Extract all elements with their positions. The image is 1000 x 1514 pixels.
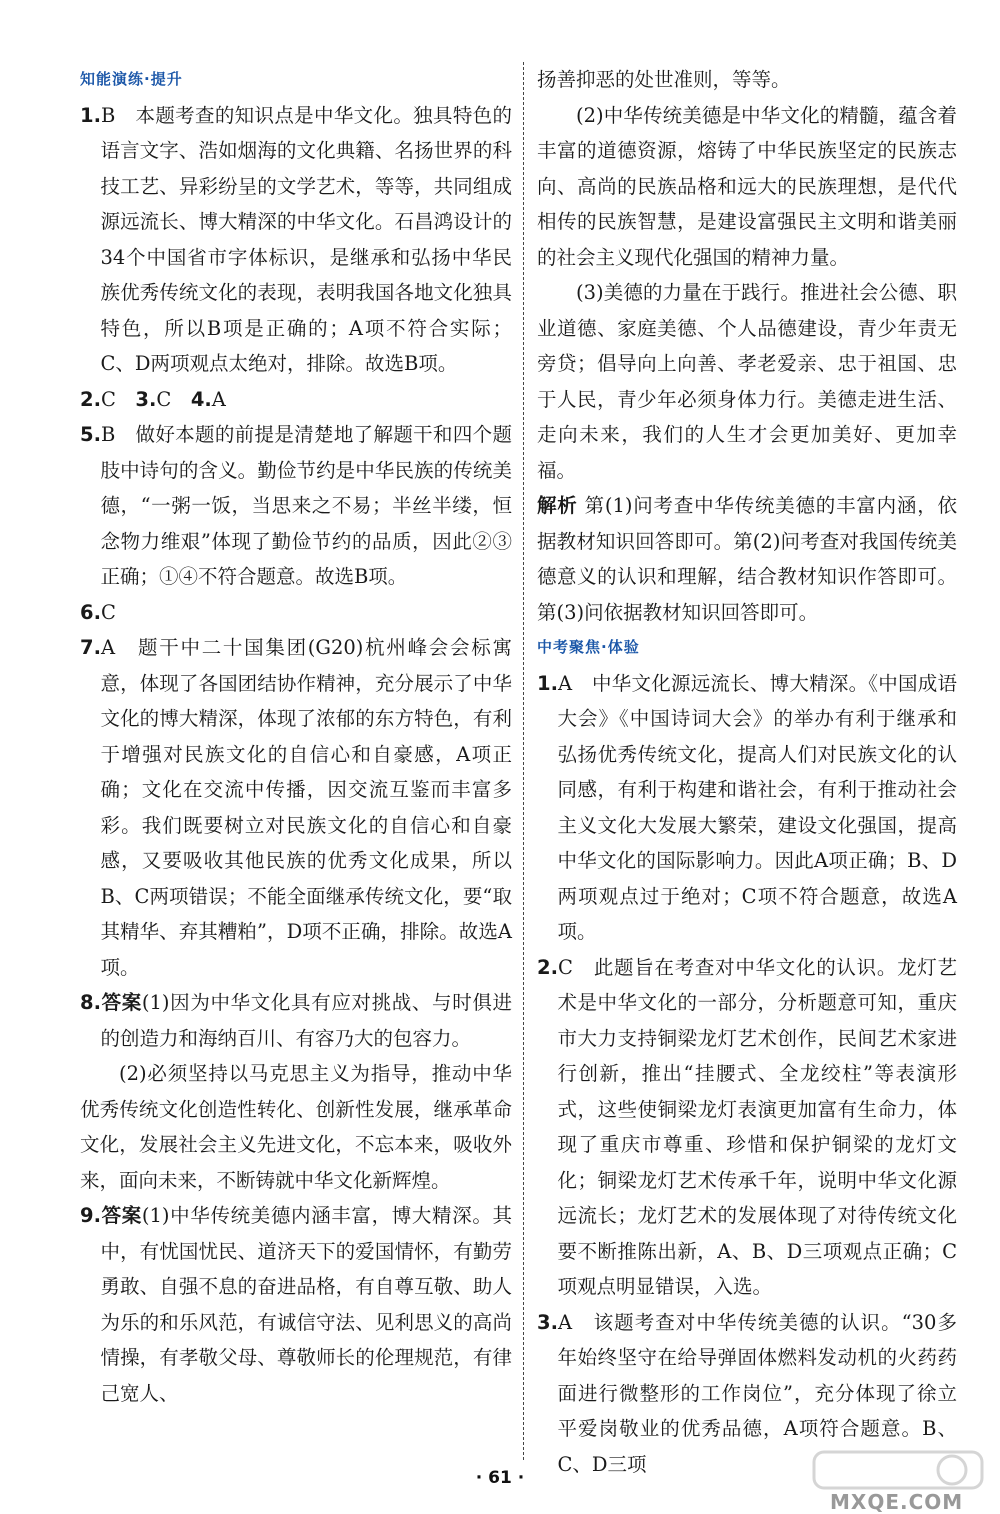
analysis-text: 第(1)问考查中华传统美德的丰富内涵，依据教材知识回答即可。第(2)问考查对我国传统美德意义的认识和理解，结合教材知识作答即可。第(3)问依据教材知识回答即可。 — [537, 494, 957, 624]
item-number: 4. — [190, 387, 212, 411]
item-number: 2. — [537, 955, 558, 979]
item-text: C — [100, 600, 116, 624]
item-number: 5. — [80, 423, 101, 446]
item-text: C 此题旨在考查对中华文化的认识。龙灯艺术是中华文化的一部分，分析题意可知，重庆市大力支持铜梁龙灯艺术创作，民间艺术家进行创新，推出“挂腰式、全龙绞柱”等表演形式，这些使铜梁龙灯表演更加富有生命力，体现了重庆市尊重、珍惜和保护铜梁的龙灯文化；铜梁龙灯艺术传承千年，说明中华文化源远流长；龙灯艺术的发展体现了对待传统文化要不断推陈出新，A、B、D三项观点正确；C项观点明显错误，入选。 — [557, 955, 957, 1298]
analysis-label: 解析 — [537, 494, 578, 517]
item-text: A 中华文化源远流长、博大精深。《中国成语大会》《中国诗词大会》的举办有利于继承和弘扬优秀传统文化，提高人们对民族文化的认同感，有利于构建和谐社会，有利于推动社会主义文化大发展大繁荣，建设文化强国，提高中华文化的国际影响力。因此A项正确；B、D两项观点过于绝对；C项不符合题意，故选A项。 — [557, 671, 957, 943]
exam-item-1 — [537, 666, 957, 950]
item-text: C — [100, 387, 136, 411]
answer-item-1 — [80, 98, 512, 382]
analysis-paragraph — [537, 488, 957, 630]
answer-item-7 — [80, 630, 512, 985]
item-text: C — [156, 387, 191, 411]
item-text: B 本题考查的知识点是中华文化。独具特色的语言文字、浩如烟海的文化典籍、名扬世界的科技工艺、异彩纷呈的文学艺术，等等，共同组成源远流长、博大精深的中华文化。石昌鸿设计的34个中国省市字体标识，是继承和弘扬中华民族优秀传统文化的表现，表明我国各地文化独具特色，所以B项是正确的；A项不符合实际；C、D两项观点太绝对，排除。故选B项。 — [100, 103, 512, 375]
item-text: A 题干中二十国集团(G20)杭州峰会会标寓意，体现了各国团结协作精神，充分展示了中华文化的博大精深，体现了浓郁的东方特色，有利于增强对民族文化的自信心和自豪感，A项正确；文化在交流中传播，因交流互鉴而丰富多彩。我们既要树立对民族文化的自信心和自豪感，又要吸收其他民族的优秀文化成果，所以B、C两项错误；不能全面继承传统文化，要“取其精华、弃其糟粕”，D项不正确，排除。故选A项。 — [100, 636, 512, 979]
answer-label: 答案 — [100, 991, 142, 1014]
answer-paragraph: (2)中华传统美德是中华文化的精髓，蕴含着丰富的道德资源，熔铸了中华民族坚定的民族志向、高尚的民族品格和远大的民族理想，是代代相传的民族智慧，是建设富强民主文明和谐美丽的社会主义现代化强国的精神力量。 — [537, 103, 957, 269]
answer-item-8 — [80, 985, 512, 1056]
answer-item-9 — [80, 1198, 512, 1411]
answer-label: 答案 — [100, 1204, 142, 1227]
item-text: (1)中华传统美德内涵丰富，博大精深。其中，有忧国忧民、道济天下的爱国情怀，有勤劳勇敢、自强不息的奋进品格，有自尊互敬、助人为乐的和乐风范，有诚信守法、见利思义的高尚情操，有孝敬父母、尊敬师长的伦理规范，有律己宽人、 — [100, 1204, 512, 1405]
item-number: 6. — [80, 600, 101, 624]
section-title-exam: 中考聚焦·体验 — [537, 638, 640, 656]
exam-item-2 — [537, 950, 957, 1305]
answer-item-2-4 — [80, 382, 512, 418]
answer-paragraph: (3)美德的力量在于践行。推进社会公德、职业道德、家庭美德、个人品德建设，青少年责无旁贷；倡导向上向善、孝老爱亲、忠于祖国、忠于人民，青少年必须身体力行。美德走进生活、走向未来，我们的人生才会更加美好、更加幸福。 — [537, 281, 957, 482]
answer-item-6 — [80, 595, 512, 631]
section-title-practice: 知能演练·提升 — [80, 70, 183, 88]
item-number: 7. — [80, 636, 101, 659]
right-column — [537, 62, 957, 1482]
item-number: 1. — [537, 671, 558, 695]
continued-text: 扬善抑恶的处世准则，等等。 — [537, 68, 791, 91]
item-number: 8. — [80, 991, 101, 1014]
item-text: B 做好本题的前提是清楚地了解题干和四个题肢中诗句的含义。勤俭节约是中华民族的传统美德，“一粥一饭，当思来之不易；半丝半缕，恒念物力维艰”体现了勤俭节约的品质，因此②③正确；①④不符合题意。故选B项。 — [100, 423, 512, 588]
left-column — [80, 62, 512, 1411]
watermark-site: MXQE.COM — [830, 1490, 964, 1514]
item-number: 2. — [80, 387, 101, 411]
item-number: 1. — [80, 103, 101, 127]
item-number: 3. — [537, 1310, 558, 1334]
answer-paragraph: (2)必须坚持以马克思主义为指导，推动中华优秀传统文化创造性转化、创新性发展，继承革命文化，发展社会主义先进文化，不忘本来，吸收外来，面向未来，不断铸就中华文化新辉煌。 — [80, 1062, 512, 1192]
page-number: · 61 · — [475, 1468, 525, 1488]
column-divider — [523, 62, 524, 1460]
item-text: (1)因为中华文化具有应对挑战、与时俱进的创造力和海纳百川、有容乃大的包容力。 — [100, 991, 512, 1050]
item-text: A 该题考查对中华传统美德的认识。“30多年始终坚守在给导弹固体燃料发动机的火药药面进行微整形的工作岗位”，充分体现了徐立平爱岗敬业的优秀品德，A项符合题意。B、C、D三项 — [557, 1310, 957, 1476]
item-number: 3. — [135, 387, 157, 411]
answer-item-5 — [80, 417, 512, 595]
item-number: 9. — [80, 1204, 101, 1227]
item-text: A — [211, 387, 226, 411]
